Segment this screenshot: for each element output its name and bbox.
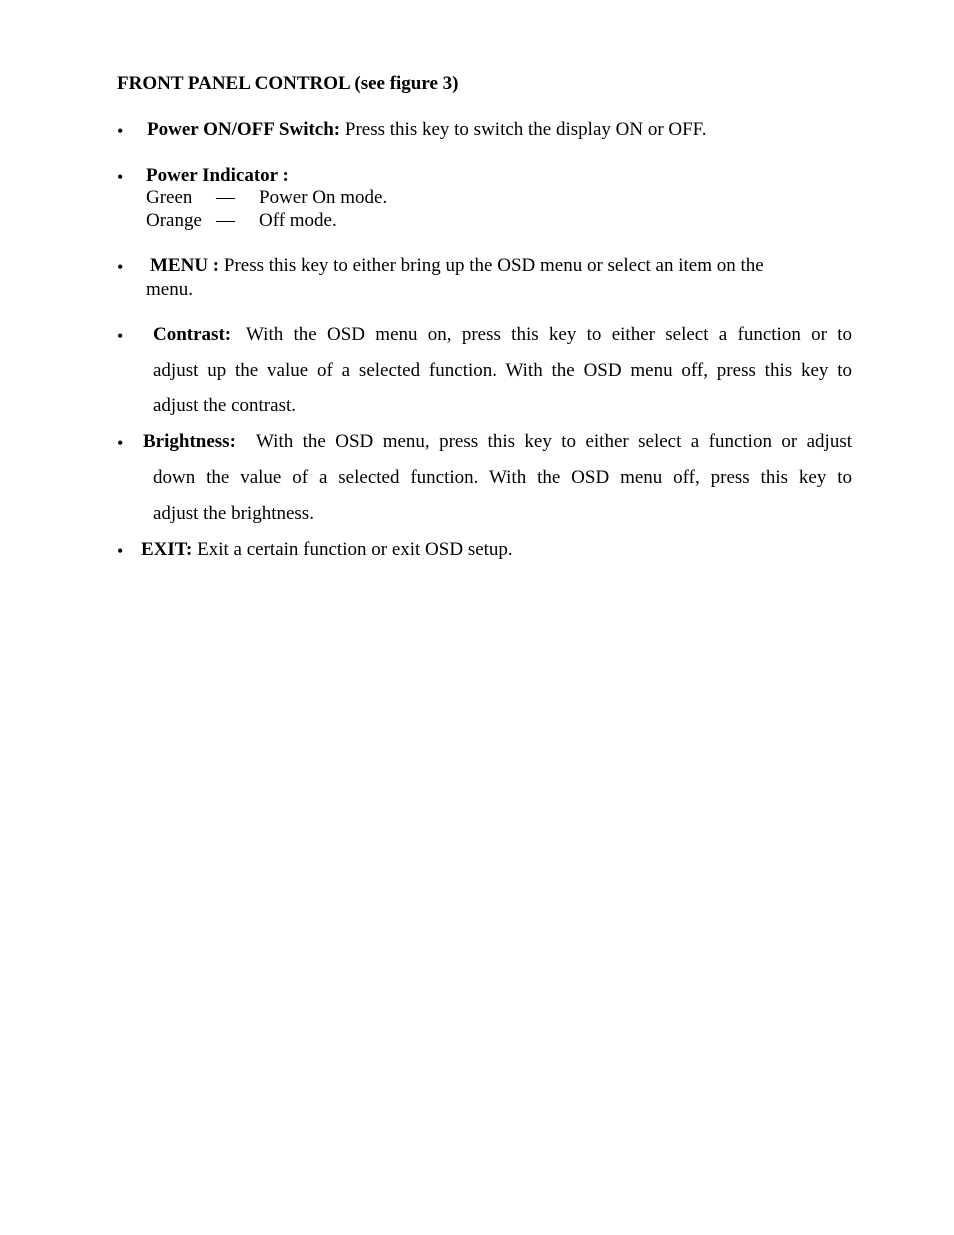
menu-text-line1: Press this key to either bring up the OSD menu or select an item on the — [223, 255, 764, 276]
exit-item — [141, 539, 513, 561]
indicator-row-green — [146, 187, 387, 209]
bullet-icon: • — [117, 167, 124, 187]
brightness-item — [143, 431, 852, 453]
indicator-dash: — — [216, 210, 235, 231]
menu-text-line2: menu. — [146, 279, 193, 300]
section-heading: FRONT PANEL CONTROL (see figure 3) — [117, 73, 459, 94]
brightness-label: Brightness: — [143, 431, 236, 452]
bullet-icon: • — [117, 433, 124, 453]
power-indicator-label: Power Indicator : — [146, 165, 289, 186]
bullet-icon: • — [117, 541, 124, 561]
indicator-mode: Off mode. — [259, 210, 337, 231]
indicator-dash: — — [216, 187, 235, 208]
exit-label: EXIT: — [141, 539, 193, 560]
indicator-color: Green — [146, 187, 193, 208]
contrast-label: Contrast: — [153, 324, 232, 345]
contrast-text-line2: adjust up the value of a selected function. With the OSD menu off, press this key to — [153, 360, 852, 381]
indicator-color: Orange — [146, 210, 202, 231]
brightness-text-line2: down the value of a selected function. With the OSD menu off, press this key to — [153, 467, 852, 488]
power-switch-item — [147, 119, 706, 141]
brightness-text-line1: With the OSD menu, press this key to either select a function or adjust — [256, 431, 852, 452]
contrast-text-line1: With the OSD menu on, press this key to either select a function or to — [246, 324, 852, 345]
power-switch-label: Power ON/OFF Switch: — [147, 119, 341, 140]
contrast-text-line1-wrap — [246, 324, 852, 346]
power-indicator-item — [146, 165, 289, 187]
menu-label: MENU : — [150, 255, 220, 276]
brightness-text-line3: adjust the brightness. — [153, 503, 314, 524]
bullet-icon: • — [117, 326, 124, 346]
power-switch-text: Press this key to switch the display ON or OFF. — [344, 119, 707, 140]
exit-text: Exit a certain function or exit OSD setup. — [197, 539, 513, 560]
bullet-icon: • — [117, 257, 124, 277]
indicator-row-orange — [146, 210, 337, 232]
contrast-item — [153, 324, 852, 346]
bullet-icon: • — [117, 121, 124, 141]
menu-item — [150, 255, 764, 277]
contrast-text-line3: adjust the contrast. — [153, 395, 296, 416]
indicator-mode: Power On mode. — [259, 187, 388, 208]
